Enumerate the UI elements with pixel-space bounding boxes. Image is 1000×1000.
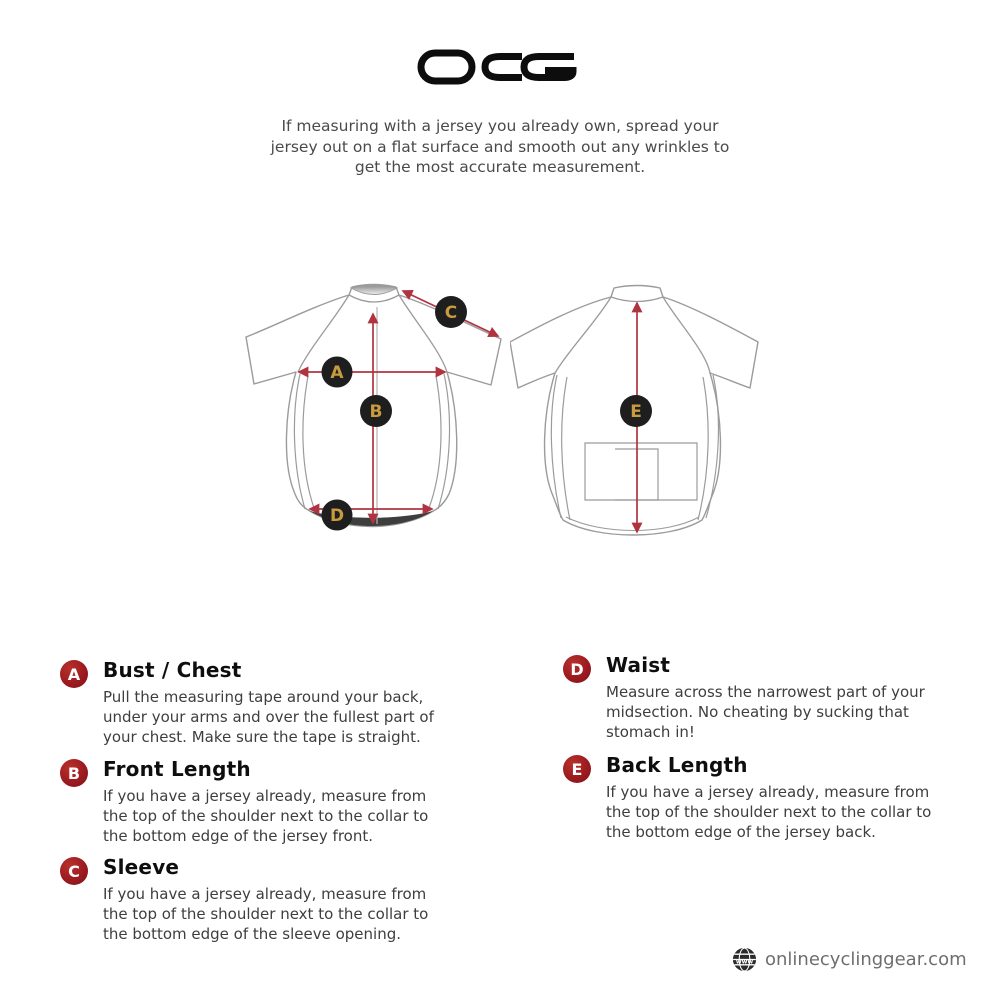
logo-letter-g: [524, 57, 574, 78]
legend-body-waist: [606, 682, 1000, 742]
legend-badge-d: D: [563, 655, 591, 683]
legend-item-sleeve: [60, 855, 505, 944]
legend-body-line: the top of the shoulder next to the collar to: [103, 905, 429, 923]
legend-body-line: If you have a jersey already, measure from: [103, 885, 427, 903]
legend-badge-e: E: [563, 755, 591, 783]
legend-item-back-length: [563, 753, 1000, 842]
legend-title-sleeve: Sleeve: [103, 855, 180, 879]
intro-line-2: jersey out on a flat surface and smooth out any wrinkles to: [270, 137, 730, 156]
legend-body-back-length: [606, 782, 1000, 842]
legend-body-line: the bottom edge of the sleeve opening.: [103, 925, 401, 943]
legend-item-front-length: [60, 757, 505, 846]
legend-body-line: the bottom edge of the jersey front.: [103, 827, 373, 845]
footer: [731, 946, 967, 973]
legend-body-front-length: [103, 786, 505, 846]
logo-letter-c: [485, 57, 522, 78]
legend-body-line: your chest. Make sure the tape is straight.: [103, 728, 421, 746]
legend-badge-c: C: [60, 857, 88, 885]
legend-item-bust-chest: [60, 658, 505, 747]
legend-body-line: the top of the shoulder next to the collar to: [103, 807, 429, 825]
marker-e-letter: E: [630, 402, 642, 422]
legend-body-sleeve: [103, 884, 505, 944]
legend-body-line: the bottom edge of the jersey back.: [606, 823, 876, 841]
ocg-logo: [417, 46, 579, 94]
intro-line-3: get the most accurate measurement.: [354, 158, 646, 176]
globe-www-icon: [731, 946, 758, 973]
legend-body-line: If you have a jersey already, measure from: [103, 787, 427, 805]
legend-badge-a: A: [60, 660, 88, 688]
legend-title-waist: Waist: [606, 653, 671, 677]
legend-body-line: stomach in!: [606, 723, 695, 741]
legend-item-waist: [563, 653, 1000, 742]
svg-text:www: www: [735, 958, 754, 966]
legend-body-line: midsection. No cheating by sucking that: [606, 703, 909, 721]
website-text: onlinecyclinggear.com: [765, 949, 967, 970]
logo-letter-o: [421, 53, 472, 81]
legend-title-back-length: Back Length: [606, 753, 748, 777]
legend-body-line: Pull the measuring tape around your back,: [103, 688, 424, 706]
intro-line-1: If measuring with a jersey you already own, spread your: [281, 117, 719, 135]
legend-body-line: under your arms and over the fullest part of: [103, 708, 434, 726]
back-jersey-diagram: [510, 280, 780, 542]
front-jersey-diagram: [238, 280, 508, 542]
back-markers: [620, 395, 652, 427]
legend-body-line: Measure across the narrowest part of your: [606, 683, 925, 701]
marker-d-letter: D: [329, 506, 345, 526]
marker-b-letter: B: [369, 402, 383, 422]
legend-badge-b: B: [60, 759, 88, 787]
marker-c-letter: C: [444, 303, 458, 323]
intro-paragraph: [0, 116, 1000, 178]
marker-a-letter: A: [330, 363, 344, 383]
legend-body-line: If you have a jersey already, measure from: [606, 783, 930, 801]
legend-title-front-length: Front Length: [103, 757, 251, 781]
legend-body-bust-chest: [103, 687, 505, 747]
legend-body-line: the top of the shoulder next to the collar to: [606, 803, 932, 821]
legend-title-bust-chest: Bust / Chest: [103, 658, 242, 682]
